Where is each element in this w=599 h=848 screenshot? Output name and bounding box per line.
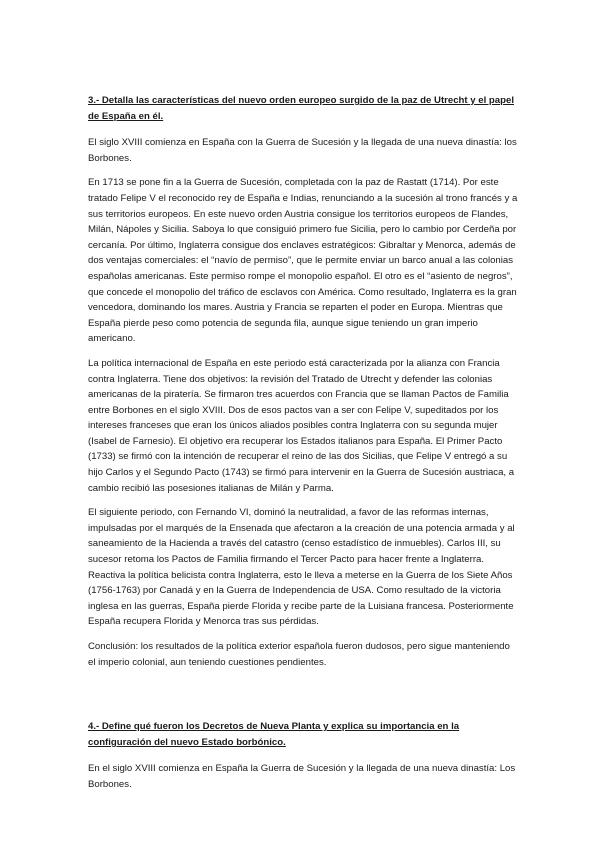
section-4-paragraph-1: En el siglo XVIII comienza en España la Guerra de Sucesión y la llegada de una nueva dinastía: Los Borbones.: [88, 763, 516, 790]
document-page: [88, 93, 518, 802]
section-3-paragraph-2: En 1713 se pone fin a la Guerra de Sucesión, completada con la paz de Rastatt (1714). Por este tratado Felipe V el reconocido rey de España e Indias, renunciando a la sucesión al trono francés y a sus territorios europeos. En este nuevo orden Austria consigue los territorios europeos de Flandes, Milán, Nápoles y Sicilia. Saboya lo que consiguió primero fue Sicilia, pero lo cambio por Cerdeña por cercanía. Por último, Inglaterra consigue dos enclaves estratégicos: Gibraltar y Menorca, además de dos ventajas comerciales: el “navío de permiso”, que le permite enviar un barco anual a las colonias españolas americanas. Este permiso rompe el monopolio español. El otro es el “asiento de negros”, que concede el monopolio del tráfico de esclavos con América. Como resultado, Inglaterra es la gran vencedora, dominando los mares. Austria y Francia se reparten el poder en Europa. Mientras que España pierde peso como potencia de segunda fila, aunque sigue teniendo un gran imperio americano.: [88, 177, 518, 345]
section-3-paragraph-3: La política internacional de España en este periodo está caracterizada por la alianza con Francia contra Inglaterra. Tiene dos objetivos: la revisión del Tratado de Utrecht y defender las colonias americanas de la piratería. Se firmaron tres acuerdos con Francia que se llaman Pactos de Familia entre Borbones en el siglo XVIII. Dos de esos pactos van a ser con Felipe V, supeditados por los intereses franceses que eran los únicos aliados posibles contra Inglaterra con su segunda mujer (Isabel de Farnesio). El objetivo era recuperar los Estados italianos para España. El Primer Pacto (1733) se firmó con la intención de recuperar el reino de las dos Sicilias, que Felipe V entregó a su hijo Carlos y el Segundo Pacto (1743) se firmó para intervenir en la Guerra de Sucesión austriaca, a cambio recibió las posesiones italianas de Milán y Parma.: [88, 357, 515, 494]
section-3-conclusion: Conclusión: los resultados de la política exterior española fueron dudosos, pero sigue manteniendo el imperio colonial, aun teniendo cuestiones pendientes.: [88, 641, 510, 668]
section-spacer: [88, 679, 518, 719]
section-3-heading: 3.- Detalla las características del nuevo orden europeo surgido de la paz de Utrecht y el papel de España en él.: [88, 95, 514, 122]
section-4-heading: 4.- Define qué fueron los Decretos de Nueva Planta y explica su importancia en la configuración del nuevo Estado borbónico.: [88, 721, 460, 748]
section-3-paragraph-4: El siguiente periodo, con Fernando VI, dominó la neutralidad, a favor de las reformas internas, impulsadas por el marqués de la Ensenada que afectaron a la creación de una potencia armada y al saneamiento de la Hacienda a través del catastro (censo estadístico de inmuebles). Carlos III, su sucesor retoma los Pactos de Familia firmando el Tercer Pacto para hacer frente a Inglaterra. Reactiva la política belicista contra Inglaterra, esto le lleva a meterse en la Guerra de los Siete Años (1756-1763) por Canadá y en la Guerra de Independencia de USA. Como resultado de la victoria inglesa en las guerras, España pierde Florida y recibe parte de la Luisiana francesa. Posteriormente España recupera Florida y Menorca tras sus pérdidas.: [88, 507, 515, 628]
section-3-paragraph-1: El siglo XVIII comienza en España con la Guerra de Sucesión y la llegada de una nueva dinastía: los Borbones.: [88, 137, 517, 164]
